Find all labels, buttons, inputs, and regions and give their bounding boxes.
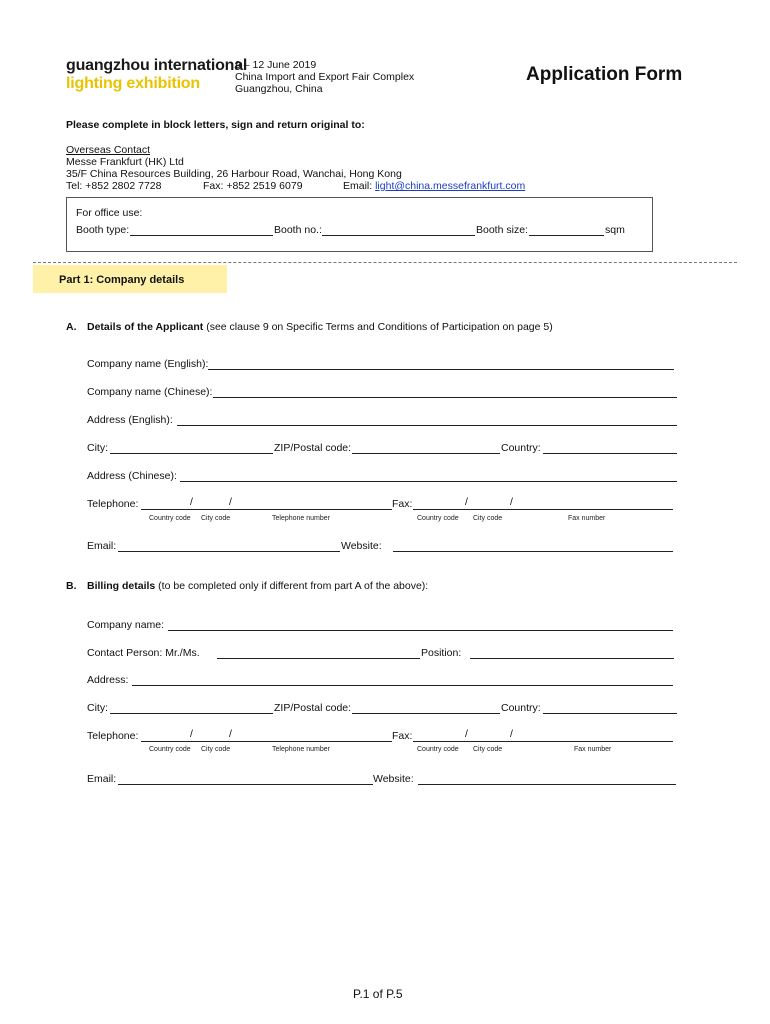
logo-line-2: lighting exhibition xyxy=(66,75,200,92)
office-use-box xyxy=(66,197,653,252)
company-cn-label: Company name (Chinese): xyxy=(87,386,213,398)
email-field[interactable] xyxy=(118,551,340,552)
booth-no-field[interactable] xyxy=(322,235,475,236)
booth-type-label: Booth type: xyxy=(76,224,130,236)
company-cn-field[interactable] xyxy=(213,397,677,398)
billing-city-label: City: xyxy=(87,702,108,714)
city-field[interactable] xyxy=(110,453,273,454)
billing-zip-field[interactable] xyxy=(352,713,500,714)
country-label: Country: xyxy=(501,442,541,454)
billing-fax-slash-1: / xyxy=(465,728,468,740)
contact-tel: Tel: +852 2802 7728 xyxy=(66,180,162,192)
billing-fax-city-code-hint: City code xyxy=(473,746,503,753)
zip-label: ZIP/Postal code: xyxy=(274,442,352,454)
address-en-field[interactable] xyxy=(177,425,677,426)
position-label: Position: xyxy=(421,647,462,659)
fax-city-code-hint: City code xyxy=(473,515,503,522)
tel-number-hint: Telephone number xyxy=(272,515,330,522)
section-b-title: Billing details xyxy=(87,580,156,592)
billing-company-field[interactable] xyxy=(168,630,673,631)
booth-size-label: Booth size: xyxy=(476,224,528,236)
event-venue: China Import and Export Fair Complex xyxy=(235,71,415,83)
billing-city-field[interactable] xyxy=(110,713,273,714)
country-field[interactable] xyxy=(543,453,677,454)
billing-company-label: Company name: xyxy=(87,619,165,631)
billing-fax-slash-2: / xyxy=(510,728,513,740)
fax-country-code-hint: Country code xyxy=(417,515,459,522)
telephone-label: Telephone: xyxy=(87,498,139,510)
page-number: P.1 of P.5 xyxy=(353,987,403,1001)
address-cn-label: Address (Chinese): xyxy=(87,470,177,482)
billing-fax-label: Fax: xyxy=(392,730,413,742)
billing-website-field[interactable] xyxy=(418,784,676,785)
billing-email-label: Email: xyxy=(87,773,117,785)
section-divider xyxy=(33,262,737,263)
fax-slash-2: / xyxy=(510,496,513,508)
company-en-label: Company name (English): xyxy=(87,358,209,370)
website-label: Website: xyxy=(341,540,382,552)
billing-tel-slash-2: / xyxy=(229,728,232,740)
booth-type-field[interactable] xyxy=(130,235,273,236)
section-a-note: (see clause 9 on Specific Terms and Conditions of Participation on page 5) xyxy=(203,321,553,333)
fax-slash-1: / xyxy=(465,496,468,508)
city-label: City: xyxy=(87,442,108,454)
address-en-label: Address (English): xyxy=(87,414,173,426)
tel-slash-2: / xyxy=(229,496,232,508)
fax-number-hint: Fax number xyxy=(568,515,606,522)
email-label: Email: xyxy=(343,180,376,192)
billing-fax-country-code-hint: Country code xyxy=(417,746,459,753)
tel-slash-1: / xyxy=(190,496,193,508)
billing-zip-label: ZIP/Postal code: xyxy=(274,702,352,714)
billing-website-label: Website: xyxy=(373,773,414,785)
telephone-field[interactable] xyxy=(141,509,392,510)
billing-email-field[interactable] xyxy=(118,784,373,785)
part1-heading: Part 1: Company details xyxy=(59,274,185,286)
billing-address-field[interactable] xyxy=(132,685,673,686)
position-field[interactable] xyxy=(470,658,674,659)
office-heading: For office use: xyxy=(76,207,143,219)
billing-tel-country-code-hint: Country code xyxy=(149,746,191,753)
company-en-field[interactable] xyxy=(208,369,674,370)
tel-country-code-hint: Country code xyxy=(149,515,191,522)
address-cn-field[interactable] xyxy=(180,481,677,482)
email-label: Email: xyxy=(87,540,117,552)
section-b-letter: B. xyxy=(66,580,77,592)
section-a-letter: A. xyxy=(66,321,77,333)
form-title: Application Form xyxy=(526,64,683,85)
email-link[interactable]: light@china.messefrankfurt.com xyxy=(375,180,526,192)
contact-person-field[interactable] xyxy=(217,658,420,659)
fax-field[interactable] xyxy=(413,509,673,510)
event-city: Guangzhou, China xyxy=(235,83,323,95)
event-date: 9 – 12 June 2019 xyxy=(235,59,317,71)
fax-label: Fax: xyxy=(392,498,413,510)
billing-fax-field[interactable] xyxy=(413,741,673,742)
billing-country-label: Country: xyxy=(501,702,541,714)
booth-no-label: Booth no.: xyxy=(274,224,322,236)
section-a-title: Details of the Applicant xyxy=(87,321,204,333)
booth-size-field[interactable] xyxy=(529,235,604,236)
billing-telephone-field[interactable] xyxy=(141,741,392,742)
zip-field[interactable] xyxy=(352,453,500,454)
contact-heading: Overseas Contact xyxy=(66,144,151,156)
contact-fax: Fax: +852 2519 6079 xyxy=(203,180,303,192)
contact-person-label: Contact Person: Mr./Ms. xyxy=(87,647,200,659)
section-a-heading xyxy=(87,321,553,333)
contact-address: 35/F China Resources Building, 26 Harbour Road, Wanchai, Hong Kong xyxy=(66,168,402,180)
billing-tel-city-code-hint: City code xyxy=(201,746,231,753)
booth-size-unit: sqm xyxy=(605,224,625,236)
website-field[interactable] xyxy=(393,551,673,552)
billing-country-field[interactable] xyxy=(543,713,677,714)
contact-email xyxy=(343,180,525,193)
billing-fax-number-hint: Fax number xyxy=(574,746,612,753)
section-b-heading xyxy=(87,580,428,592)
billing-address-label: Address: xyxy=(87,674,129,686)
billing-tel-number-hint: Telephone number xyxy=(272,746,330,753)
billing-telephone-label: Telephone: xyxy=(87,730,139,742)
instructions: Please complete in block letters, sign and return original to: xyxy=(66,119,365,131)
section-b-note: (to be completed only if different from part A of the above): xyxy=(155,580,429,592)
logo-line-1: guangzhou international xyxy=(66,57,248,74)
tel-city-code-hint: City code xyxy=(201,515,231,522)
contact-company: Messe Frankfurt (HK) Ltd xyxy=(66,156,184,168)
billing-tel-slash-1: / xyxy=(190,728,193,740)
